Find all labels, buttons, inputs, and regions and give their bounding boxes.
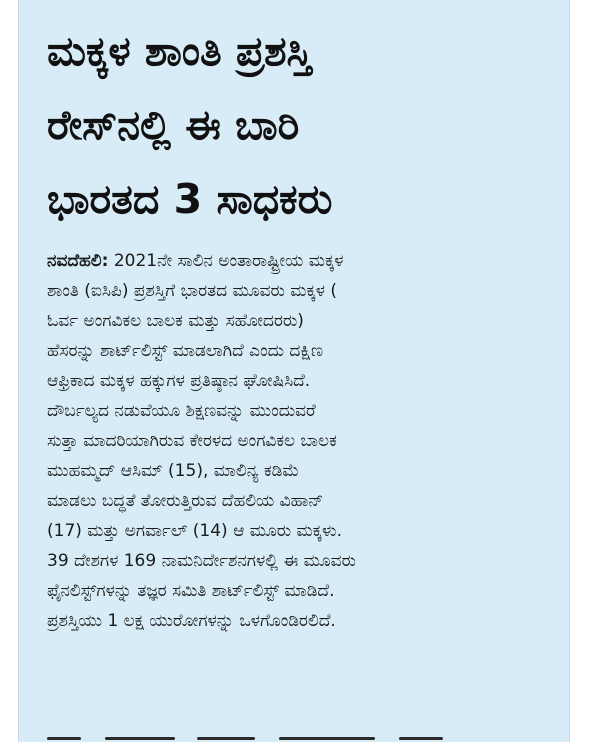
body-line: ಸುತ್ತಾ ಮಾದರಿಯಾಗಿರುವ ಕೇರಳದ ಅಂಗವಿಕಲ ಬಾಲಕ [47,431,337,451]
body-line: ಓರ್ವ ಅಂಗವಿಕಲ ಬಾಲಕ ಮತ್ತು ಸಹೋದರರು) [47,311,304,331]
ink-fragment [399,737,443,740]
cut-off-next-line [47,734,547,742]
body-line: ಫೈನಲಿಸ್ಟ್‌ಗಳನ್ನು ತಜ್ಞರ ಸಮಿತಿ ಶಾರ್ಟ್‌ಲಿಸ್ಟ್ ಮಾಡಿದೆ. [47,581,335,601]
article-body [47,246,559,636]
body-line: ಆಫ್ರಿಕಾದ ಮಕ್ಕಳ ಹಕ್ಕುಗಳ ಪ್ರತಿಷ್ಠಾನ ಘೋಷಿಸಿದೆ. [47,371,311,391]
ink-fragment [197,737,255,740]
body-line: 39 ದೇಶಗಳ 169 ನಾಮನಿರ್ದೇಶನಗಳಲ್ಲಿ ಈ ಮೂವರು [47,551,356,571]
body-line: ದೌರ್ಬಲ್ಯದ ನಡುವೆಯೂ ಶಿಕ್ಷಣವನ್ನು ಮುಂದುವರೆ [47,401,316,421]
ink-fragment [105,737,175,740]
body-line: ಶಾಂತಿ (ಐಸಿಪಿ) ಪ್ರಶಸ್ತಿಗೆ ಭಾರತದ ಮೂವರು ಮಕ್ಕಳ ( [47,281,337,301]
headline-line: ಭಾರತದ 3 ಸಾಧಕರು [47,175,333,223]
body-line-text: 2021ನೇ ಸಾಲಿನ ಅಂತಾರಾಷ್ಟ್ರೀಯ ಮಕ್ಕಳ [108,251,344,271]
ink-fragment [279,737,375,740]
body-line: (17) ಮತ್ತು ಅಗರ್ವಾಲ್ (14) ಆ ಮೂರು ಮಕ್ಕಳು. [47,521,342,541]
article-headline [47,14,547,236]
body-line: ಪ್ರಶಸ್ತಿಯು 1 ಲಕ್ಷ ಯುರೋಗಳನ್ನು ಒಳಗೊಂಡಿರಲಿದೆ. [47,611,336,631]
newspaper-clipping [18,0,570,742]
body-line: ಹೆಸರನ್ನು ಶಾರ್ಟ್‌ಲಿಸ್ಟ್ ಮಾಡಲಾಗಿದೆ ಎಂದು ದಕ್ಷಿಣ [47,341,324,361]
article-dateline: ನವದೆಹಲಿ: [47,251,109,271]
body-line-first [47,246,559,276]
ink-fragment [47,737,81,740]
headline-line: ಮಕ್ಕಳ ಶಾಂತಿ ಪ್ರಶಸ್ತಿ [47,27,312,75]
body-line: ಮಾಡಲು ಬದ್ಧತೆ ತೋರುತ್ತಿರುವ ದೆಹಲಿಯ ವಿಹಾನ್ [47,491,324,511]
headline-line: ರೇಸ್‌ನಲ್ಲಿ ಈ ಬಾರಿ [47,101,300,149]
body-line: ಮುಹಮ್ಮದ್ ಆಸಿಮ್ (15), ಮಾಲಿನ್ಯ ಕಡಿಮೆ [47,461,300,481]
